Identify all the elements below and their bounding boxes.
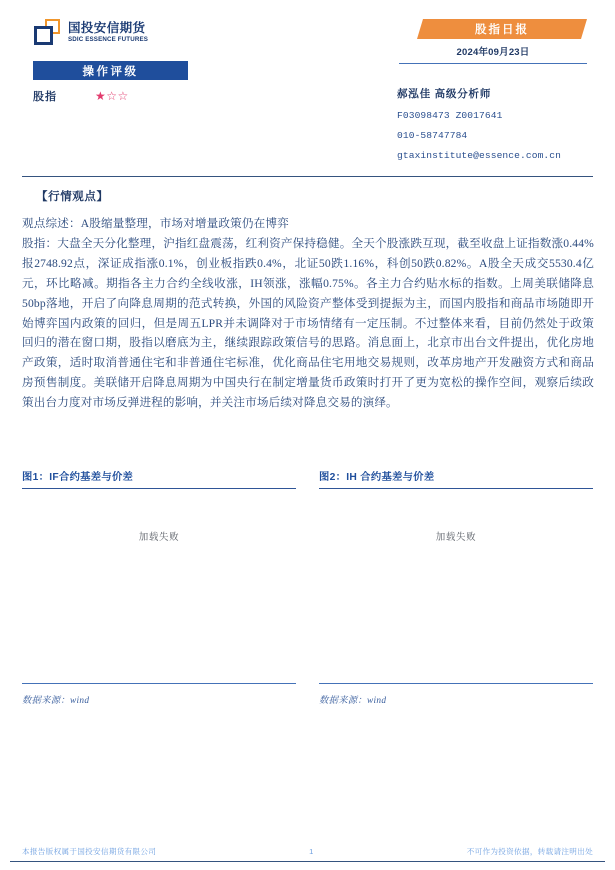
footer-copyright: 本报告版权属于国投安信期货有限公司 <box>22 847 157 856</box>
footer-divider <box>10 861 605 862</box>
logo-mark-icon <box>33 19 63 47</box>
figure-source: 数据来源：wind <box>319 696 387 707</box>
commentary-paragraph-summary: 观点综述：A股缩量整理，市场对增量政策仍在博弈 <box>22 217 289 230</box>
analyst-phone: 010-58747784 <box>397 130 468 141</box>
analyst-email: gtaxinstitute@essence.com.cn <box>397 150 562 161</box>
header-divider <box>22 176 593 177</box>
figure-chart-area <box>22 489 296 683</box>
figure-title: 图1：IF合约基差与价差 <box>22 472 134 483</box>
figure-chart-area <box>319 489 593 683</box>
company-logo <box>33 19 148 47</box>
figures-row <box>22 468 593 706</box>
logo-company-name-en: SDIC ESSENCE FUTURES <box>68 36 149 43</box>
logo-wordmark <box>68 19 148 44</box>
operation-rating-bar <box>33 61 188 80</box>
footer-disclaimer: 不可作为投资依据，转载请注明出处 <box>466 847 593 856</box>
logo-blue-square-icon <box>34 26 53 45</box>
figure-source: 数据来源：wind <box>22 696 90 707</box>
report-footer <box>22 846 593 857</box>
rating-row <box>33 88 129 104</box>
analyst-license: F03098473 Z0017641 <box>397 110 503 121</box>
figure-ih-basis-spread <box>319 468 593 706</box>
figure-load-error: 加载失败 <box>138 533 180 544</box>
section-title-market-view: 【行情观点】 <box>36 191 109 203</box>
commentary-paragraph-detail: 股指：大盘全天分化整理，沪指红盘震荡，红利资产保持稳健。全天个股涨跌互现，截至收盘上证指数涨0.44%报2748.92点，深证成指涨0.1%，创业板指跌0.4%，北证50跌1.16%，科创50跌0.82%。A股全天成交5530.4亿元，环比略减。期指各主力合约全线收涨，IH领涨，涨幅0.75%。各主力合约贴水标的指数。上周美联储降息50bp落地，开启了向降息周期的范式转换，外国的风险资产整体受到提振为主，而国内股指和商品市场随即开始博弈国内政策的回归，但是周五LPR并未调降对于市场情绪有一定压制。不过整体来看，目前仍然处于政策回归的潜在窗口期，股指以磨底为主，继续跟踪政策信号的思路。消息面上，北京市出台文件提出，优化房地产政策，适时取消普通住宅和非普通住宅标准，优化商品住宅用地交易规则，改革房地产开发融资方式和商品房预售制度。美联储开启降息周期为中国央行在制定增量货币政策时打开了更为宽松的操作空间，观察后续政策出台力度对市场反弹进程的影响，并关注市场后续对降息交易的演绎。 <box>22 236 594 410</box>
figure-load-error: 加载失败 <box>435 533 477 544</box>
report-header <box>0 0 615 178</box>
operation-rating-bar-label: 操作评级 <box>82 65 139 78</box>
figure-title: 图2：IH 合约基差与价差 <box>319 472 435 483</box>
analyst-name: 郝泓佳 高级分析师 <box>397 88 492 100</box>
analyst-info <box>397 86 587 161</box>
logo-company-name-cn: 国投安信期货 <box>68 21 146 35</box>
report-type-banner <box>417 19 587 39</box>
rating-item-label: 股指 <box>33 91 57 103</box>
market-commentary <box>22 214 594 413</box>
figure-if-basis-spread <box>22 468 296 706</box>
rating-stars: ★☆☆ <box>95 89 129 103</box>
report-type-label: 股指日报 <box>475 24 529 36</box>
report-date: 2024年09月23日 <box>456 47 530 58</box>
footer-page-number: 1 <box>309 847 314 856</box>
report-date-line <box>399 42 587 64</box>
